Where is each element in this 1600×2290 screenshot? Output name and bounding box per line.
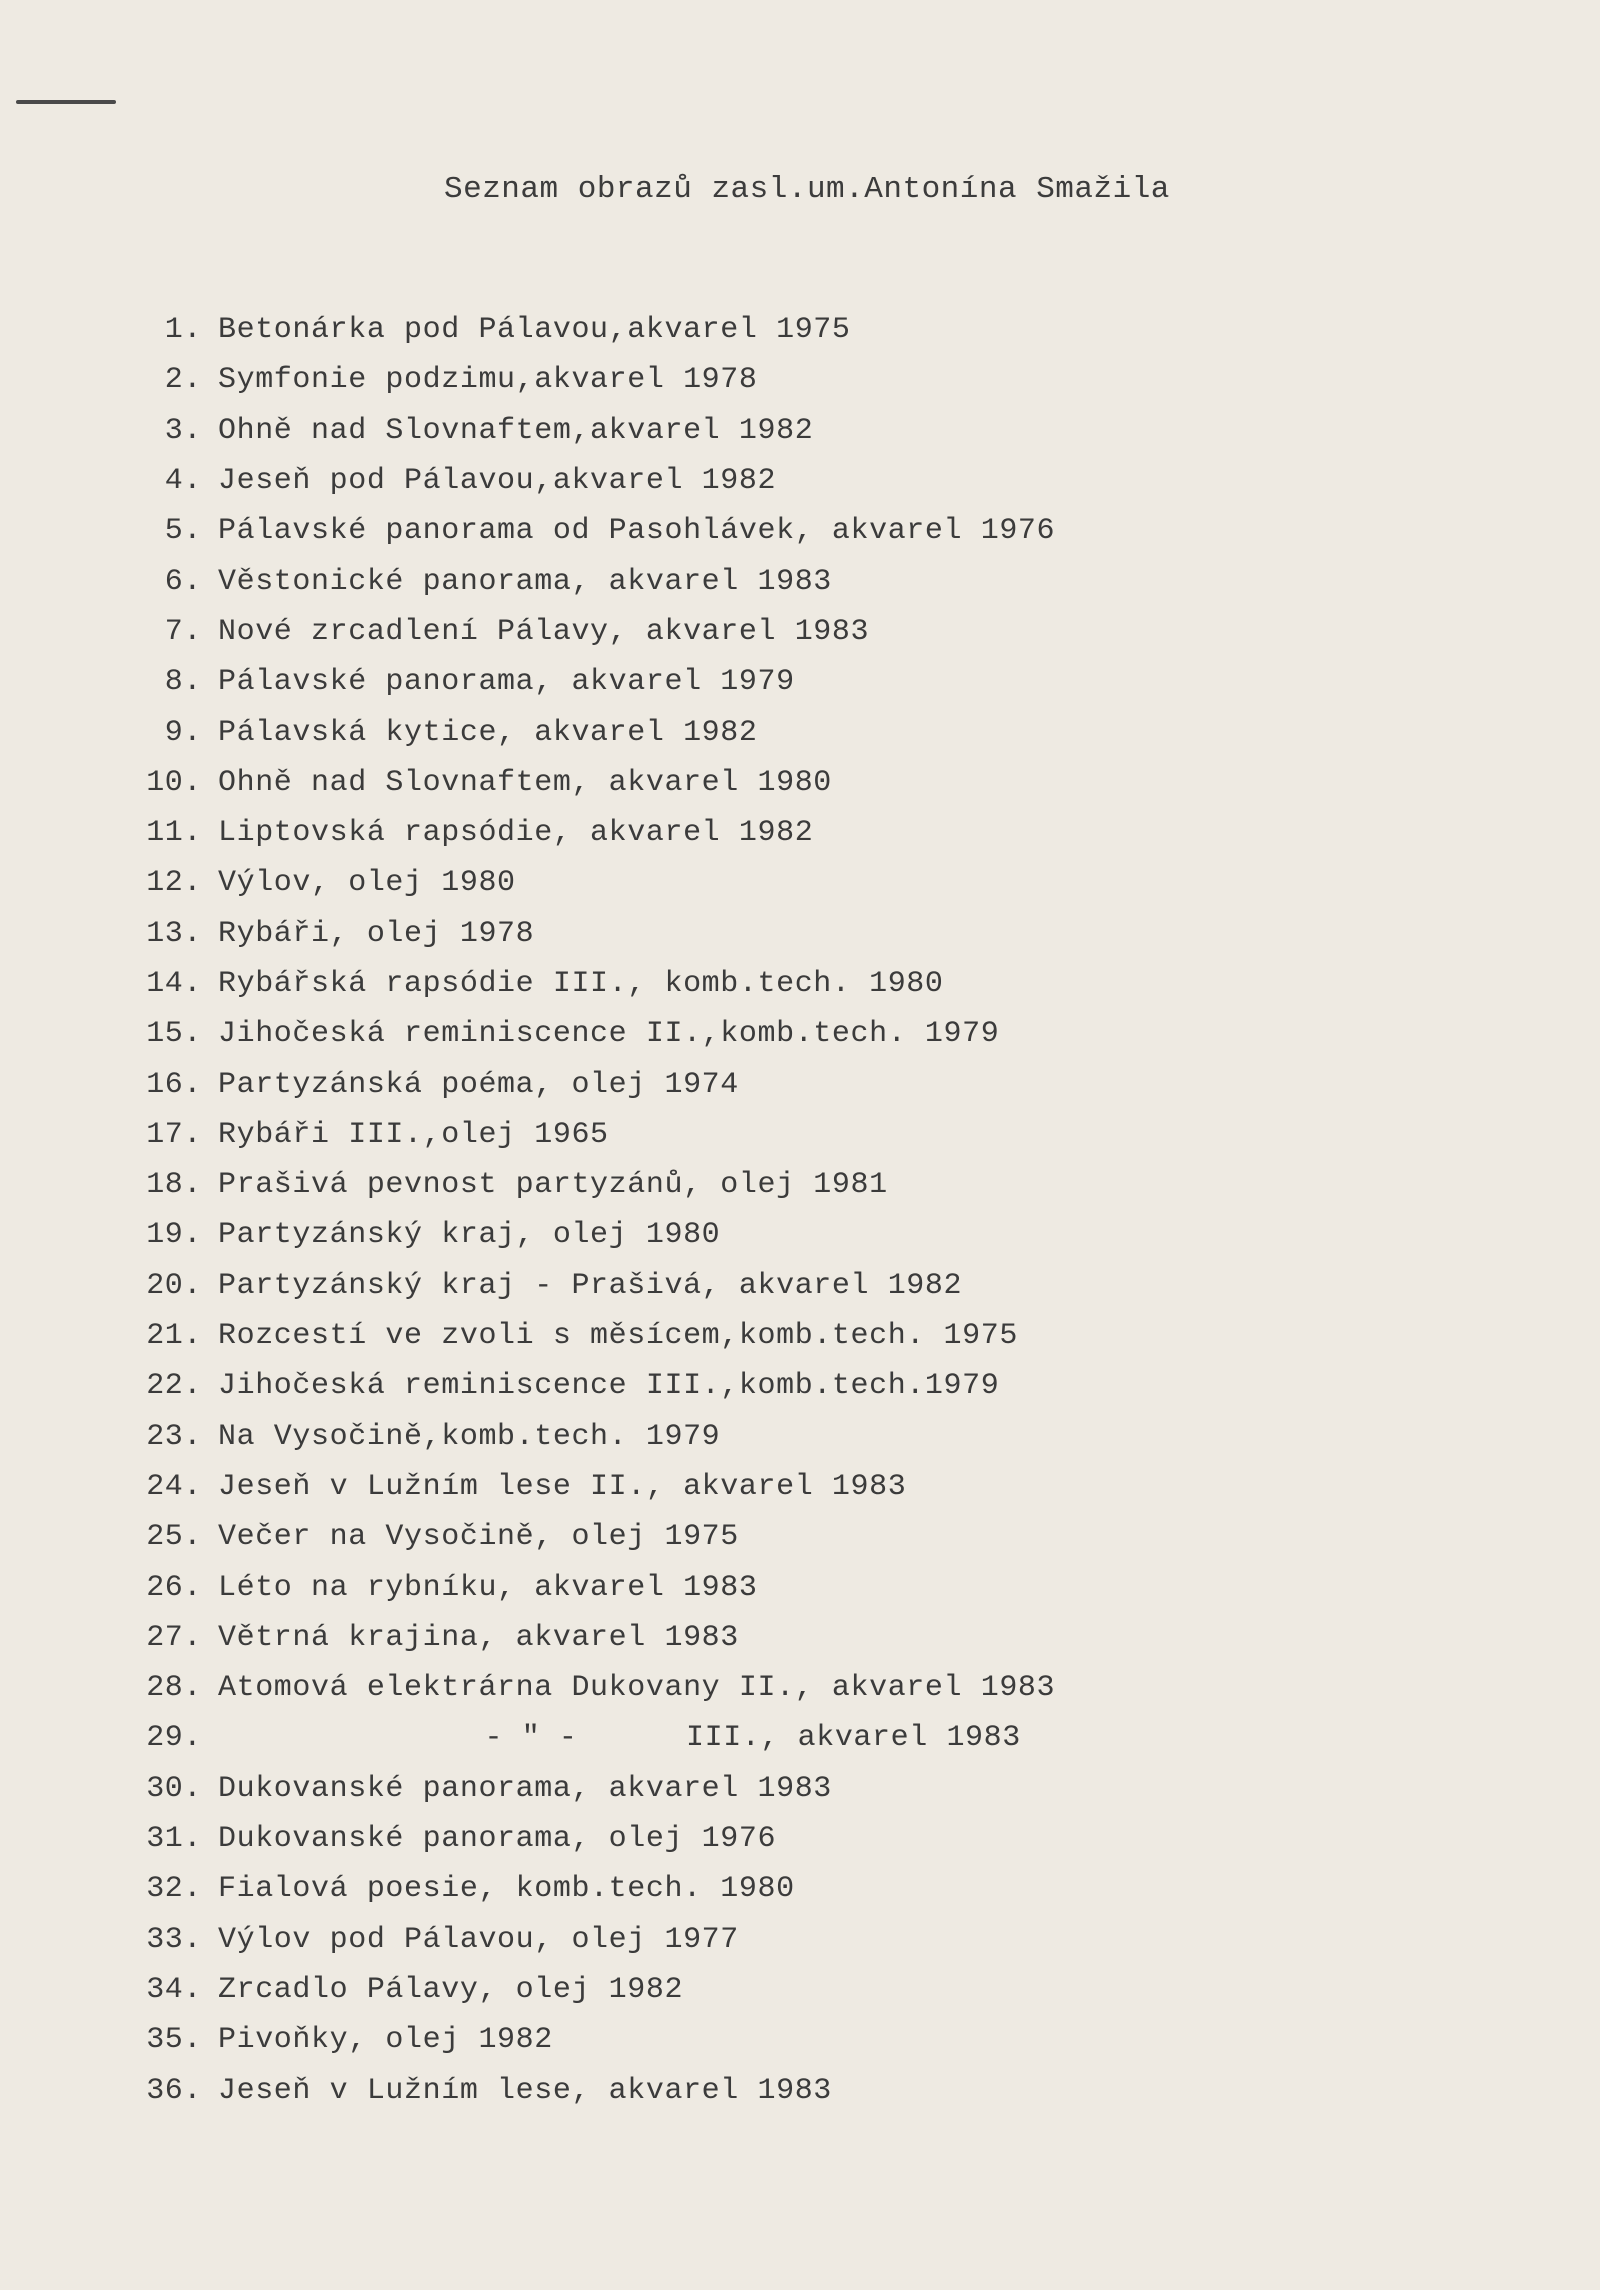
item-number: 6.: [164, 564, 202, 599]
item-text: Výlov pod Pálavou, olej 1977: [218, 1922, 739, 1957]
item-number: 1.: [164, 313, 202, 348]
list-item: [120, 808, 1055, 858]
list-item: [120, 2015, 1055, 2065]
item-text: Partyzánská poéma, olej 1974: [218, 1067, 739, 1102]
list-item: [120, 1512, 1055, 1562]
item-number: 14.: [146, 967, 202, 1001]
item-number: 4.: [164, 464, 202, 499]
list-item: [120, 758, 1055, 808]
item-number: 36.: [146, 2073, 202, 2108]
item-text: Dukovanské panorama, akvarel 1983: [218, 1771, 832, 1806]
item-text: Ohně nad Slovnaftem,akvarel 1982: [218, 413, 814, 448]
list-item: [120, 355, 1055, 405]
item-number: 21.: [146, 1319, 202, 1354]
item-text: Liptovská rapsódie, akvarel 1982: [218, 816, 814, 851]
item-number: 31.: [146, 1822, 202, 1857]
item-text: Větrná krajina, akvarel 1983: [218, 1620, 739, 1655]
item-text: Jeseň v Lužním lese, akvarel 1983: [218, 2073, 832, 2108]
item-text: Rybářská rapsódie III., komb.tech. 1980: [218, 967, 944, 1001]
item-text: Jeseň v Lužním lese II., akvarel 1983: [218, 1469, 907, 1504]
list-item: [120, 1613, 1055, 1663]
list-item: [120, 1361, 1055, 1411]
item-number: 29.: [146, 1721, 202, 1756]
item-text: Fialová poesie, komb.tech. 1980: [218, 1872, 795, 1907]
item-text: Pálavské panorama od Pasohlávek, akvarel 1976: [218, 514, 1056, 549]
list-item: [120, 1663, 1055, 1713]
item-text: Jihočeská reminiscence II.,komb.tech. 1979: [218, 1017, 1000, 1052]
item-text: III., akvarel 1983: [686, 1721, 1021, 1756]
item-number: 35.: [146, 2023, 202, 2058]
item-text: Rozcestí ve zvoli s měsícem,komb.tech. 1975: [218, 1319, 1018, 1354]
item-text: Partyzánský kraj, olej 1980: [218, 1218, 721, 1253]
list-item: [120, 1562, 1055, 1612]
item-text: Betonárka pod Pálavou,akvarel 1975: [218, 313, 851, 348]
item-number: 32.: [146, 1872, 202, 1907]
item-number: 28.: [146, 1671, 202, 1706]
item-text: Partyzánský kraj - Prašivá, akvarel 1982: [218, 1268, 963, 1303]
item-number: 9.: [164, 715, 202, 750]
item-number: 19.: [146, 1218, 202, 1253]
item-number: 24.: [146, 1469, 202, 1504]
list-item: [120, 1965, 1055, 2015]
item-text: Věstonické panorama, akvarel 1983: [218, 564, 832, 599]
ditto-mark: - " -: [484, 1721, 578, 1756]
item-number: 15.: [146, 1017, 202, 1052]
list-item: [120, 1462, 1055, 1512]
list-item: [120, 657, 1055, 707]
item-number: 8.: [164, 665, 202, 700]
item-text: Večer na Vysočině, olej 1975: [218, 1520, 739, 1555]
list-item: [120, 1864, 1055, 1914]
item-text: Výlov, olej 1980: [218, 866, 516, 901]
item-number: 17.: [146, 1117, 202, 1152]
item-text: Pálavské panorama, akvarel 1979: [218, 665, 795, 700]
item-text: Pálavská kytice, akvarel 1982: [218, 715, 758, 750]
list-item: [120, 1412, 1055, 1462]
list-item: [120, 1764, 1055, 1814]
list-item: [120, 1311, 1055, 1361]
list-item: [120, 556, 1055, 606]
list-item: [120, 406, 1055, 456]
item-number: 12.: [146, 866, 202, 901]
item-text: Prašivá pevnost partyzánů, olej 1981: [218, 1168, 888, 1203]
item-number: 23.: [146, 1419, 202, 1454]
list-item: [120, 959, 1055, 1009]
list-item: [120, 909, 1055, 959]
page-title: Seznam obrazů zasl.um.Antonína Smažila: [444, 172, 1170, 207]
item-text: Dukovanské panorama, olej 1976: [218, 1822, 777, 1857]
item-number: 2.: [164, 363, 202, 398]
item-number: 26.: [146, 1570, 202, 1605]
item-text: Léto na rybníku, akvarel 1983: [218, 1570, 758, 1605]
list-item: [120, 305, 1055, 355]
item-number: 13.: [146, 916, 202, 951]
item-number: 18.: [146, 1168, 202, 1203]
list-item: [120, 1160, 1055, 1210]
item-text: Atomová elektrárna Dukovany II., akvarel 1983: [218, 1671, 1056, 1706]
item-number: 11.: [146, 816, 202, 851]
item-text: Jihočeská reminiscence III.,komb.tech.1979: [218, 1369, 1000, 1404]
item-text: Ohně nad Slovnaftem, akvarel 1980: [218, 765, 832, 800]
item-number: 34.: [146, 1972, 202, 2007]
list-item: [120, 1915, 1055, 1965]
item-text: Jeseň pod Pálavou,akvarel 1982: [218, 464, 777, 499]
item-number: 30.: [146, 1771, 202, 1806]
item-text: Rybáři, olej 1978: [218, 916, 535, 951]
item-number: 16.: [146, 1067, 202, 1102]
item-text: Pivoňky, olej 1982: [218, 2023, 553, 2058]
item-number: 27.: [146, 1620, 202, 1655]
item-number: 3.: [164, 413, 202, 448]
list-item: [120, 1210, 1055, 1260]
item-text: Symfonie podzimu,akvarel 1978: [218, 363, 758, 398]
list-item: [120, 858, 1055, 908]
list-item: [120, 1261, 1055, 1311]
item-number: 33.: [146, 1922, 202, 1957]
item-text: Na Vysočině,komb.tech. 1979: [218, 1419, 721, 1454]
list-item: [120, 2065, 1055, 2115]
list-item: [120, 1009, 1055, 1059]
painting-list: [120, 305, 1055, 2116]
list-item: [120, 1713, 1055, 1763]
list-item: [120, 1814, 1055, 1864]
list-item: [120, 506, 1055, 556]
item-number: 25.: [146, 1520, 202, 1555]
item-text: Zrcadlo Pálavy, olej 1982: [218, 1972, 684, 2007]
item-number: 5.: [164, 514, 202, 549]
item-number: 10.: [146, 765, 202, 800]
item-text: Nové zrcadlení Pálavy, akvarel 1983: [218, 614, 870, 649]
punch-mark: [16, 100, 116, 104]
list-item: [120, 456, 1055, 506]
item-number: 20.: [146, 1268, 202, 1303]
list-item: [120, 707, 1055, 757]
item-number: 22.: [146, 1369, 202, 1404]
list-item: [120, 607, 1055, 657]
item-number: 7.: [164, 614, 202, 649]
list-item: [120, 1110, 1055, 1160]
list-item: [120, 1059, 1055, 1109]
item-text: Rybáři III.,olej 1965: [218, 1117, 609, 1152]
